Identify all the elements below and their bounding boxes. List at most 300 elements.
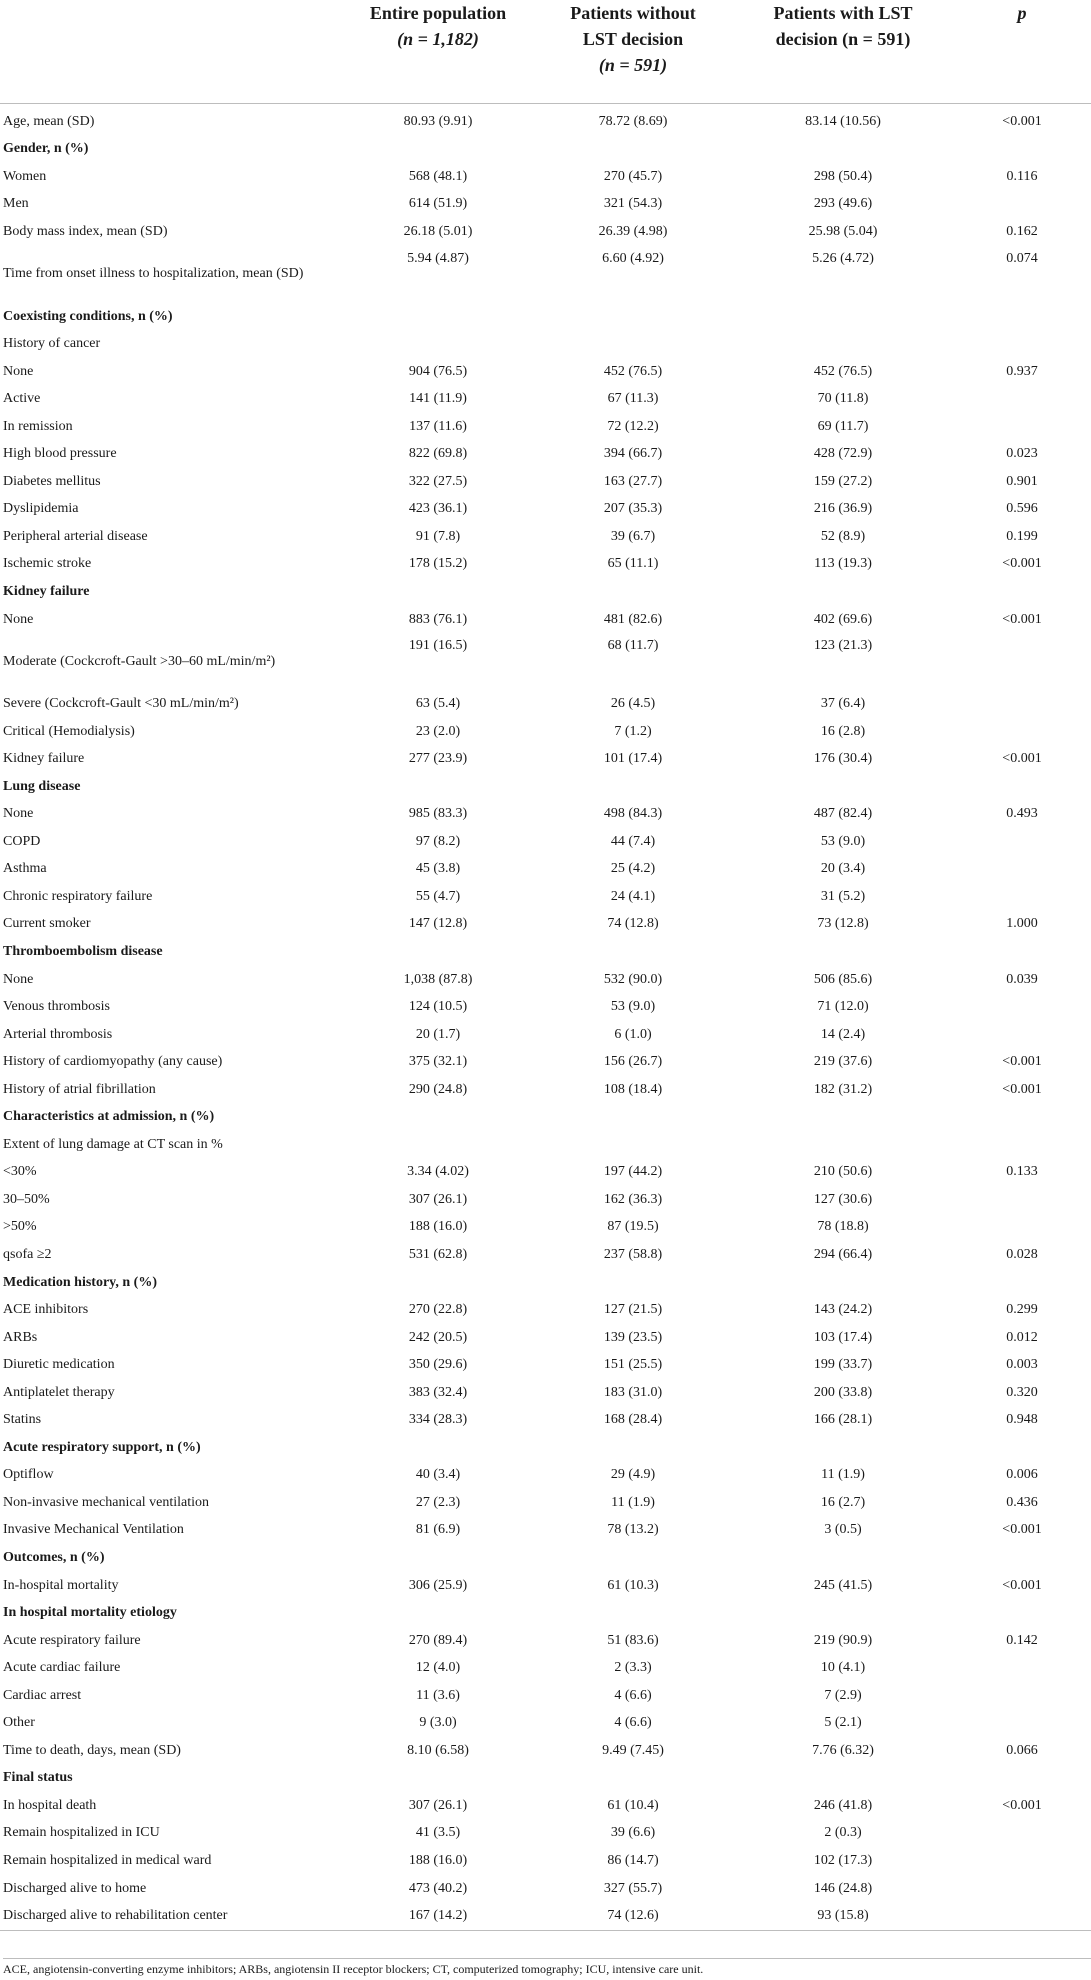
- row-label: qsofa ≥2: [3, 1247, 52, 1262]
- without-lst-cell: 65 (11.1): [607, 556, 659, 572]
- without-lst-cell: 168 (28.4): [603, 1412, 663, 1428]
- row-label: Acute respiratory failure: [3, 1632, 141, 1648]
- with-lst-cell: [733, 1104, 953, 1132]
- table-row: [0, 1269, 1091, 1297]
- entire-population-cell: 531 (62.8): [408, 1247, 468, 1262]
- without-lst-cell: 6 (1.0): [614, 1026, 652, 1042]
- without-lst-cell: [533, 330, 733, 358]
- row-label: Remain hospitalized in ICU: [3, 1825, 160, 1841]
- without-lst-cell: 39 (6.7): [610, 528, 656, 544]
- entire-population-cell: 40 (3.4): [415, 1467, 461, 1483]
- with-lst-cell: 53 (9.0): [820, 833, 866, 849]
- row-label: Lung disease: [3, 778, 81, 794]
- table-row: [0, 911, 1091, 939]
- row-label: Age, mean (SD): [3, 113, 95, 129]
- entire-population-cell: 822 (69.8): [408, 446, 468, 462]
- with-lst-cell: 294 (66.4): [813, 1247, 873, 1262]
- entire-population-cell: 985 (83.3): [408, 806, 468, 822]
- with-lst-cell: 245 (41.5): [813, 1577, 873, 1593]
- entire-population-cell: 9 (3.0): [419, 1715, 457, 1731]
- p-value-cell: [953, 1599, 1091, 1627]
- with-lst-cell: 143 (24.2): [813, 1302, 873, 1318]
- table-row: [0, 1462, 1091, 1490]
- row-label: Chronic respiratory failure: [3, 888, 153, 904]
- table-row: [0, 718, 1091, 746]
- with-lst-cell: 71 (12.0): [817, 999, 869, 1015]
- without-lst-cell: [533, 1131, 733, 1159]
- with-lst-cell: 210 (50.6): [813, 1164, 873, 1180]
- without-lst-cell: 53 (9.0): [610, 999, 656, 1015]
- p-value-cell: 0.937: [1006, 363, 1038, 379]
- p-value-cell: 0.066: [1006, 1742, 1038, 1758]
- table-row: [0, 1765, 1091, 1793]
- table-row: [0, 191, 1091, 219]
- row-label: Current smoker: [3, 916, 91, 932]
- with-lst-cell: [733, 136, 953, 164]
- without-lst-cell: 25 (4.2): [610, 861, 656, 877]
- entire-population-cell: 423 (36.1): [408, 501, 468, 517]
- with-lst-cell: 146 (24.8): [813, 1880, 873, 1896]
- table-row: [0, 1076, 1091, 1104]
- table-row: [0, 1131, 1091, 1159]
- row-label: Acute respiratory support, n (%): [3, 1439, 201, 1455]
- p-value-cell: <0.001: [1002, 1054, 1042, 1070]
- entire-population-cell: 375 (32.1): [408, 1054, 468, 1070]
- with-lst-cell: [733, 1765, 953, 1793]
- with-lst-cell: 78 (18.8): [817, 1219, 869, 1235]
- p-value-cell: <0.001: [1002, 751, 1042, 767]
- p-value-cell: [953, 1544, 1091, 1572]
- header-row: [0, 0, 1091, 104]
- entire-population-cell: 23 (2.0): [415, 723, 461, 739]
- p-value-cell: [953, 856, 1091, 884]
- p-value-cell: 0.116: [1006, 168, 1038, 184]
- row-label: 30–50%: [3, 1191, 50, 1207]
- header-without-lst-line1: Patients without: [570, 3, 696, 23]
- entire-population-cell: 334 (28.3): [408, 1412, 468, 1428]
- with-lst-cell: [733, 773, 953, 801]
- p-value-cell: [953, 938, 1091, 966]
- p-value-cell: [953, 385, 1091, 413]
- entire-population-cell: 277 (23.9): [408, 751, 468, 767]
- p-value-cell: [953, 1104, 1091, 1132]
- without-lst-cell: 237 (58.8): [603, 1247, 663, 1262]
- table-row: [0, 1710, 1091, 1738]
- with-lst-cell: 20 (3.4): [820, 861, 866, 877]
- table-row: [0, 1654, 1091, 1682]
- with-lst-cell: 159 (27.2): [813, 473, 873, 489]
- with-lst-cell: [733, 578, 953, 606]
- entire-population-cell: [343, 938, 533, 966]
- without-lst-cell: [533, 578, 733, 606]
- with-lst-cell: [733, 938, 953, 966]
- with-lst-cell: 166 (28.1): [813, 1412, 873, 1428]
- p-value-cell: [953, 1214, 1091, 1242]
- entire-population-cell: 3.34 (4.02): [407, 1164, 469, 1180]
- row-label: Discharged alive to rehabilitation center: [3, 1908, 228, 1924]
- entire-population-cell: 91 (7.8): [415, 528, 461, 544]
- row-label: None: [3, 806, 34, 822]
- table-row: [0, 1434, 1091, 1462]
- without-lst-cell: 481 (82.6): [603, 611, 663, 627]
- table-row: [0, 578, 1091, 606]
- row-label: Diabetes mellitus: [3, 473, 101, 489]
- without-lst-cell: 11 (1.9): [611, 1494, 655, 1510]
- p-value-cell: 0.199: [1006, 528, 1038, 544]
- with-lst-cell: 293 (49.6): [813, 196, 873, 212]
- p-value-cell: [953, 1820, 1091, 1848]
- p-value-cell: [953, 578, 1091, 606]
- row-label: Cardiac arrest: [3, 1687, 82, 1703]
- with-lst-cell: [733, 1599, 953, 1627]
- table-row: [0, 856, 1091, 884]
- without-lst-cell: 127 (21.5): [603, 1302, 663, 1318]
- row-label: Statins: [3, 1412, 42, 1428]
- table-row: [0, 1820, 1091, 1848]
- without-lst-cell: 162 (36.3): [603, 1191, 663, 1207]
- table-row: [0, 606, 1091, 634]
- entire-population-cell: 306 (25.9): [408, 1577, 468, 1593]
- row-label: Coexisting conditions, n (%): [3, 308, 173, 324]
- without-lst-cell: 4 (6.6): [614, 1715, 652, 1731]
- table-row: [0, 358, 1091, 386]
- table-row: [0, 1517, 1091, 1545]
- row-label: Kidney failure: [3, 751, 85, 767]
- entire-population-cell: 167 (14.2): [408, 1908, 468, 1924]
- with-lst-cell: [733, 1544, 953, 1572]
- row-label: Remain hospitalized in medical ward: [3, 1853, 212, 1869]
- row-label: Extent of lung damage at CT scan in %: [3, 1136, 223, 1152]
- p-value-cell: [953, 1765, 1091, 1793]
- without-lst-cell: [533, 938, 733, 966]
- entire-population-cell: [343, 1544, 533, 1572]
- table-row: [0, 1572, 1091, 1600]
- table-row: [0, 330, 1091, 358]
- table-row: [0, 828, 1091, 856]
- with-lst-cell: 73 (12.8): [817, 916, 869, 932]
- header-without-lst-line3: (n = 591): [598, 55, 668, 75]
- p-value-cell: <0.001: [1002, 113, 1042, 129]
- entire-population-cell: [343, 1599, 533, 1627]
- without-lst-cell: 51 (83.6): [607, 1632, 659, 1648]
- p-value-cell: 0.023: [1006, 446, 1038, 462]
- without-lst-cell: 26 (4.5): [610, 696, 656, 712]
- p-value-cell: [953, 993, 1091, 1021]
- with-lst-cell: 69 (11.7): [817, 418, 869, 434]
- entire-population-cell: 45 (3.8): [415, 861, 461, 877]
- row-label: Time from onset illness to hospitalization, mean (SD): [3, 266, 304, 282]
- table-row: [0, 385, 1091, 413]
- row-label: <30%: [3, 1164, 37, 1180]
- without-lst-cell: 87 (19.5): [607, 1219, 659, 1235]
- without-lst-cell: 72 (12.2): [607, 418, 659, 434]
- entire-population-cell: 63 (5.4): [415, 696, 461, 712]
- without-lst-cell: 67 (11.3): [607, 391, 659, 407]
- without-lst-cell: 197 (44.2): [603, 1164, 663, 1180]
- entire-population-cell: [343, 136, 533, 164]
- p-value-cell: 0.948: [1006, 1412, 1038, 1428]
- with-lst-cell: 5.26 (4.72): [812, 250, 874, 266]
- entire-population-cell: 188 (16.0): [408, 1853, 468, 1869]
- p-value-cell: <0.001: [1002, 611, 1042, 627]
- row-label: Other: [3, 1715, 35, 1731]
- p-value-cell: <0.001: [1002, 1577, 1042, 1593]
- with-lst-cell: 487 (82.4): [813, 806, 873, 822]
- with-lst-cell: 113 (19.3): [814, 556, 872, 572]
- without-lst-cell: 26.39 (4.98): [598, 223, 668, 239]
- with-lst-cell: [733, 303, 953, 331]
- without-lst-cell: 61 (10.4): [607, 1797, 659, 1813]
- with-lst-cell: 402 (69.6): [813, 611, 873, 627]
- without-lst-cell: 108 (18.4): [603, 1081, 663, 1097]
- entire-population-cell: 350 (29.6): [408, 1357, 468, 1373]
- with-lst-cell: [733, 1434, 953, 1462]
- p-value-cell: <0.001: [1002, 556, 1042, 572]
- without-lst-cell: 139 (23.5): [603, 1329, 663, 1345]
- p-value-cell: [953, 330, 1091, 358]
- entire-population-cell: 8.10 (6.58): [407, 1742, 469, 1758]
- without-lst-cell: [533, 136, 733, 164]
- table-row: [0, 163, 1091, 191]
- header-with-lst-line1: Patients with LST: [773, 3, 913, 23]
- table-row: [0, 1241, 1091, 1269]
- row-label: In hospital death: [3, 1797, 97, 1813]
- table-row: [0, 1489, 1091, 1517]
- p-value-cell: [953, 1710, 1091, 1738]
- table-row: [0, 1875, 1091, 1903]
- with-lst-cell: 506 (85.6): [813, 971, 873, 987]
- entire-population-cell: 27 (2.3): [415, 1494, 461, 1510]
- with-lst-cell: 2 (0.3): [824, 1825, 862, 1841]
- without-lst-cell: 532 (90.0): [603, 971, 663, 987]
- row-label: Moderate (Cockcroft-Gault >30–60 mL/min/m²): [3, 653, 276, 669]
- table-row: [0, 1296, 1091, 1324]
- without-lst-cell: 6.60 (4.92): [602, 250, 664, 266]
- table-footnote: ACE, angiotensin-converting enzyme inhibitors; ARBs, angiotensin II receptor blockers; CT, computerized tomography; ICU, intensive care unit.: [3, 1958, 1091, 1977]
- p-value-cell: [953, 1902, 1091, 1930]
- without-lst-cell: 163 (27.7): [603, 473, 663, 489]
- table-row: [0, 303, 1091, 331]
- without-lst-cell: 156 (26.7): [603, 1054, 663, 1070]
- table-row: [0, 468, 1091, 496]
- header-entire-population-line2: (n = 1,182): [397, 29, 479, 49]
- row-label: Gender, n (%): [3, 141, 89, 157]
- with-lst-cell: 219 (90.9): [813, 1632, 873, 1648]
- without-lst-cell: 78 (13.2): [607, 1522, 659, 1538]
- row-label: ACE inhibitors: [3, 1302, 89, 1318]
- without-lst-cell: 394 (66.7): [603, 446, 663, 462]
- row-label: Body mass index, mean (SD): [3, 223, 168, 239]
- p-value-cell: 0.003: [1006, 1357, 1038, 1373]
- without-lst-cell: 74 (12.8): [607, 916, 659, 932]
- p-value-cell: 0.133: [1006, 1164, 1038, 1180]
- table-row: [0, 136, 1091, 164]
- without-lst-cell: 7 (1.2): [614, 723, 652, 739]
- header-p-value: [953, 0, 1091, 104]
- row-label: None: [3, 971, 34, 987]
- entire-population-cell: 12 (4.0): [415, 1660, 461, 1676]
- row-label: Kidney failure: [3, 583, 90, 599]
- without-lst-cell: 270 (45.7): [603, 168, 663, 184]
- p-value-cell: <0.001: [1002, 1081, 1042, 1097]
- with-lst-cell: 11 (1.9): [821, 1467, 865, 1483]
- without-lst-cell: 101 (17.4): [603, 751, 663, 767]
- p-value-cell: 0.299: [1006, 1302, 1038, 1318]
- row-label: Thromboembolism disease: [3, 943, 163, 959]
- row-label: Asthma: [3, 861, 47, 877]
- p-value-cell: 0.012: [1006, 1329, 1038, 1345]
- with-lst-cell: 3 (0.5): [824, 1522, 862, 1538]
- p-value-cell: <0.001: [1002, 1522, 1042, 1538]
- entire-population-cell: 188 (16.0): [408, 1219, 468, 1235]
- p-value-cell: [953, 1434, 1091, 1462]
- header-entire-population-line1: Entire population: [369, 3, 507, 23]
- entire-population-cell: 473 (40.2): [408, 1880, 468, 1896]
- without-lst-cell: 61 (10.3): [607, 1577, 659, 1593]
- p-value-cell: [953, 1269, 1091, 1297]
- entire-population-cell: 904 (76.5): [408, 363, 468, 379]
- without-lst-cell: 44 (7.4): [610, 833, 656, 849]
- entire-population-cell: 141 (11.9): [409, 391, 467, 407]
- without-lst-cell: 183 (31.0): [603, 1384, 663, 1400]
- table-row: [0, 1407, 1091, 1435]
- header-without-lst: [533, 0, 733, 104]
- with-lst-cell: 83.14 (10.56): [805, 113, 881, 129]
- with-lst-cell: 25.98 (5.04): [808, 223, 878, 239]
- header-with-lst: [733, 0, 953, 104]
- p-value-cell: [953, 718, 1091, 746]
- p-value-cell: [953, 883, 1091, 911]
- p-value-cell: [953, 191, 1091, 219]
- entire-population-cell: 307 (26.1): [408, 1191, 468, 1207]
- table-row: [0, 1214, 1091, 1242]
- row-label: Active: [3, 391, 41, 407]
- without-lst-cell: [533, 1434, 733, 1462]
- p-value-cell: 0.493: [1006, 806, 1038, 822]
- header-p-label: p: [1017, 3, 1027, 23]
- without-lst-cell: [533, 773, 733, 801]
- entire-population-cell: 80.93 (9.91): [403, 113, 473, 129]
- without-lst-cell: 68 (11.7): [607, 638, 659, 654]
- table-row: [0, 966, 1091, 994]
- p-value-cell: 0.074: [1006, 250, 1038, 266]
- entire-population-cell: [343, 1104, 533, 1132]
- p-value-cell: 0.596: [1006, 501, 1038, 517]
- p-value-cell: [953, 633, 1091, 690]
- entire-population-cell: 11 (3.6): [416, 1687, 460, 1703]
- with-lst-cell: 14 (2.4): [820, 1026, 866, 1042]
- table-row: [0, 1104, 1091, 1132]
- entire-population-cell: 5.94 (4.87): [407, 250, 469, 266]
- row-label: Severe (Cockcroft-Gault <30 mL/min/m²): [3, 696, 239, 712]
- with-lst-cell: 127 (30.6): [813, 1191, 873, 1207]
- row-label: Invasive Mechanical Ventilation: [3, 1522, 184, 1538]
- p-value-cell: [953, 1847, 1091, 1875]
- with-lst-cell: 103 (17.4): [813, 1329, 873, 1345]
- header-empty: [0, 0, 343, 104]
- p-value-cell: 0.901: [1006, 473, 1038, 489]
- entire-population-cell: [343, 1269, 533, 1297]
- row-label: Critical (Hemodialysis): [3, 723, 135, 739]
- table-row: [0, 1902, 1091, 1930]
- without-lst-cell: [533, 1269, 733, 1297]
- with-lst-cell: 428 (72.9): [813, 446, 873, 462]
- with-lst-cell: 16 (2.8): [820, 723, 866, 739]
- entire-population-cell: 322 (27.5): [408, 473, 468, 489]
- entire-population-cell: [343, 1765, 533, 1793]
- with-lst-cell: [733, 330, 953, 358]
- row-label: Ischemic stroke: [3, 556, 92, 572]
- table-row: [0, 938, 1091, 966]
- with-lst-cell: 200 (33.8): [813, 1384, 873, 1400]
- row-label: Men: [3, 196, 29, 212]
- without-lst-cell: [533, 1599, 733, 1627]
- entire-population-cell: 137 (11.6): [409, 418, 467, 434]
- table-row: [0, 883, 1091, 911]
- entire-population-cell: 41 (3.5): [415, 1825, 461, 1841]
- table-row: [0, 1021, 1091, 1049]
- row-label: Optiflow: [3, 1467, 54, 1483]
- p-value-cell: [953, 136, 1091, 164]
- with-lst-cell: 7.76 (6.32): [812, 1742, 874, 1758]
- row-label: None: [3, 611, 34, 627]
- row-label: COPD: [3, 833, 41, 849]
- without-lst-cell: 4 (6.6): [614, 1687, 652, 1703]
- entire-population-cell: 178 (15.2): [408, 556, 468, 572]
- without-lst-cell: 74 (12.6): [607, 1908, 659, 1924]
- with-lst-cell: 16 (2.7): [820, 1494, 866, 1510]
- with-lst-cell: 52 (8.9): [820, 528, 866, 544]
- row-label: Peripheral arterial disease: [3, 528, 148, 544]
- p-value-cell: 0.039: [1006, 971, 1038, 987]
- entire-population-cell: 307 (26.1): [408, 1797, 468, 1813]
- table-row: [0, 1682, 1091, 1710]
- table-row: [0, 523, 1091, 551]
- with-lst-cell: 5 (2.1): [824, 1715, 862, 1731]
- row-label: History of cardiomyopathy (any cause): [3, 1054, 223, 1070]
- p-value-cell: [953, 828, 1091, 856]
- row-label: Arterial thrombosis: [3, 1026, 113, 1042]
- p-value-cell: [953, 1875, 1091, 1903]
- with-lst-cell: 102 (17.3): [813, 1853, 873, 1869]
- row-label: Venous thrombosis: [3, 999, 110, 1015]
- table-row: [0, 1792, 1091, 1820]
- with-lst-cell: 31 (5.2): [820, 888, 866, 904]
- with-lst-cell: 10 (4.1): [820, 1660, 866, 1676]
- row-label: In-hospital mortality: [3, 1577, 119, 1593]
- p-value-cell: [953, 303, 1091, 331]
- without-lst-cell: 151 (25.5): [603, 1357, 663, 1373]
- table-row: [0, 1379, 1091, 1407]
- header-with-lst-line2: decision (n = 591): [775, 29, 911, 49]
- row-label: History of atrial fibrillation: [3, 1081, 156, 1097]
- without-lst-cell: 39 (6.6): [610, 1825, 656, 1841]
- without-lst-cell: 86 (14.7): [607, 1853, 659, 1869]
- table-row: [0, 690, 1091, 718]
- without-lst-cell: [533, 1544, 733, 1572]
- table-row: [0, 246, 1091, 303]
- row-label: None: [3, 363, 34, 379]
- without-lst-cell: 24 (4.1): [610, 888, 656, 904]
- p-value-cell: [953, 773, 1091, 801]
- entire-population-cell: 242 (20.5): [408, 1329, 468, 1345]
- with-lst-cell: 93 (15.8): [817, 1908, 869, 1924]
- table-row: [0, 496, 1091, 524]
- table-row: [0, 1847, 1091, 1875]
- table-row: [0, 1351, 1091, 1379]
- row-label: In hospital mortality etiology: [3, 1605, 177, 1621]
- with-lst-cell: 70 (11.8): [817, 391, 869, 407]
